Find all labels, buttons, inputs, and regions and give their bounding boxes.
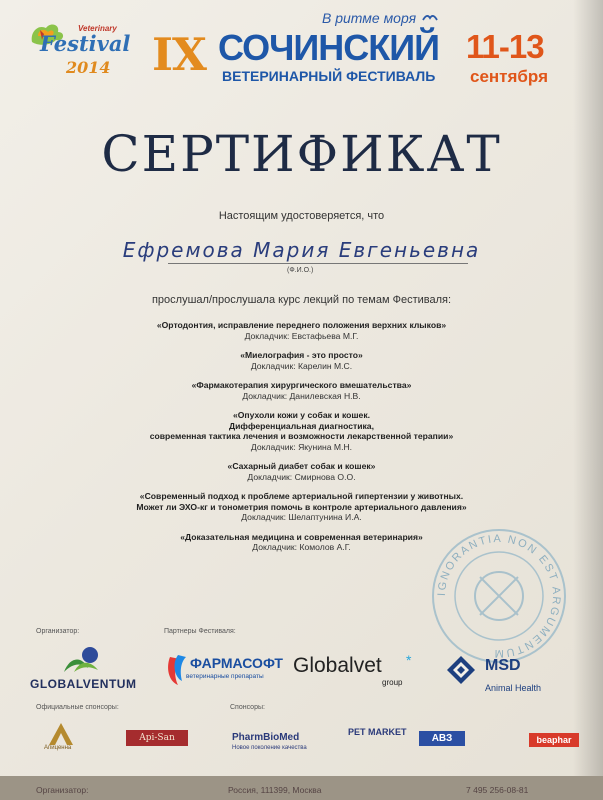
lecture-title: Дифференциальная диагностика, <box>229 420 374 431</box>
pharmasoft-subtitle: ветеринарные препараты <box>186 673 264 680</box>
name-underline <box>168 263 468 264</box>
lecture-item <box>30 380 573 401</box>
festival-city: СОЧИНСКИЙ <box>218 27 439 68</box>
bottom-phone: 7 495 256-08-81 <box>466 785 529 795</box>
official-sponsors-label: Официальные спонсоры: <box>36 704 119 711</box>
lecture-title: «Современный подход к проблеме артериальной гипертензии у животных. <box>139 491 464 501</box>
lecture-title: «Ортодонтия, исправление переднего положения верхних клыков» <box>156 320 447 330</box>
apicenna-logo: Апиценна <box>44 745 72 751</box>
msd-icon <box>446 655 476 685</box>
globalvet-subtitle: group <box>382 678 403 687</box>
avz-logo: АВЗ <box>419 731 465 746</box>
recipient-name: Ефремова Мария Евгеньевна <box>122 238 481 262</box>
festival-logo-year: 2014 <box>66 58 111 77</box>
partners-label: Партнеры Фестиваля: <box>164 628 236 635</box>
svg-text:IGNORANTIA NON EST ARGUMENTUM: IGNORANTIA NON EST ARGUMENTUM <box>435 532 563 660</box>
lecture-item <box>30 491 573 523</box>
festival-logo-top: Veterinary <box>78 24 117 33</box>
petmarket-logo: PET MARKET <box>348 727 407 737</box>
pharmbiomed-subtitle: Новое поколение качества <box>232 745 307 751</box>
lecture-title: «Сахарный диабет собак и кошек» <box>227 461 376 471</box>
lecture-item <box>30 461 573 482</box>
organizer-logo: GLOBALVENTUM <box>30 677 137 691</box>
lecture-item <box>30 320 573 341</box>
festival-logo <box>26 22 138 92</box>
bottom-organizer: Организатор: <box>36 785 89 795</box>
festival-dates: 11-13 <box>466 28 544 65</box>
lecture-speaker: Докладчик: Якунина М.Н. <box>250 441 353 452</box>
lecture-speaker: Докладчик: Евстафьева М.Г. <box>244 330 359 341</box>
course-text: прослушал/прослушала курс лекций по темам Фестиваля: <box>151 294 452 306</box>
lecture-title: «Доказательная медицина и современная ветеринария» <box>180 531 423 542</box>
lecture-title: «Миелография - это просто» <box>240 350 363 360</box>
apicenna-icon <box>48 722 74 746</box>
msd-logo: MSD <box>485 657 521 674</box>
seagull-icon <box>422 12 438 22</box>
lecture-title: «Опухоли кожи у собак и кошек. <box>232 410 371 420</box>
api-san-logo: Api-San <box>126 730 188 746</box>
fio-label: (Ф.И.О.) <box>287 267 314 274</box>
certify-text: Настоящим удостоверяется, что <box>218 210 385 222</box>
lecture-speaker: Докладчик: Карелин М.С. <box>250 360 353 371</box>
lecture-item <box>30 350 573 371</box>
pharmasoft-logo: ФАРМАСОФТ <box>190 655 283 671</box>
page-shadow <box>573 0 603 800</box>
beaphar-logo: beaphar <box>529 733 579 747</box>
asterisk-icon: * <box>406 652 412 668</box>
festival-logo-word: Festival <box>40 31 131 56</box>
bottom-address: Россия, 111399, Москва <box>228 785 322 795</box>
festival-number: IX <box>152 28 206 81</box>
lecture-title: Может ли ЭХО-кг и тонометрия помочь в контроле артериального давления» <box>136 501 467 512</box>
lecture-speaker: Докладчик: Смирнова О.О. <box>247 471 356 482</box>
lecture-title: современная тактика лечения и возможности лекарственной терапии» <box>149 431 454 441</box>
lecture-speaker: Докладчик: Комолов А.Г. <box>252 542 351 552</box>
stamp-seal <box>428 525 570 667</box>
lecture-speaker: Докладчик: Данилевская Н.В. <box>242 390 361 401</box>
festival-subtitle: ВЕТЕРИНАРНЫЙ ФЕСТИВАЛЬ <box>222 68 436 84</box>
lecture-item <box>30 410 573 452</box>
lecture-title: «Фармакотерапия хирургического вмешательства» <box>191 380 412 390</box>
organizer-label: Организатор: <box>36 628 80 635</box>
sponsors-label: Спонсоры: <box>230 704 265 711</box>
pharmbiomed-logo: PharmBioMed <box>232 732 300 743</box>
globalvet-logo: Globalvet <box>293 654 382 677</box>
tagline: В ритме моря <box>322 10 417 26</box>
msd-subtitle: Animal Health <box>485 683 542 693</box>
globalventum-icon <box>60 646 104 676</box>
certificate-title: СЕРТИФИКАТ <box>101 125 502 183</box>
lecture-speaker: Докладчик: Шелаптунина И.А. <box>241 512 362 522</box>
festival-month: сентября <box>470 67 549 86</box>
